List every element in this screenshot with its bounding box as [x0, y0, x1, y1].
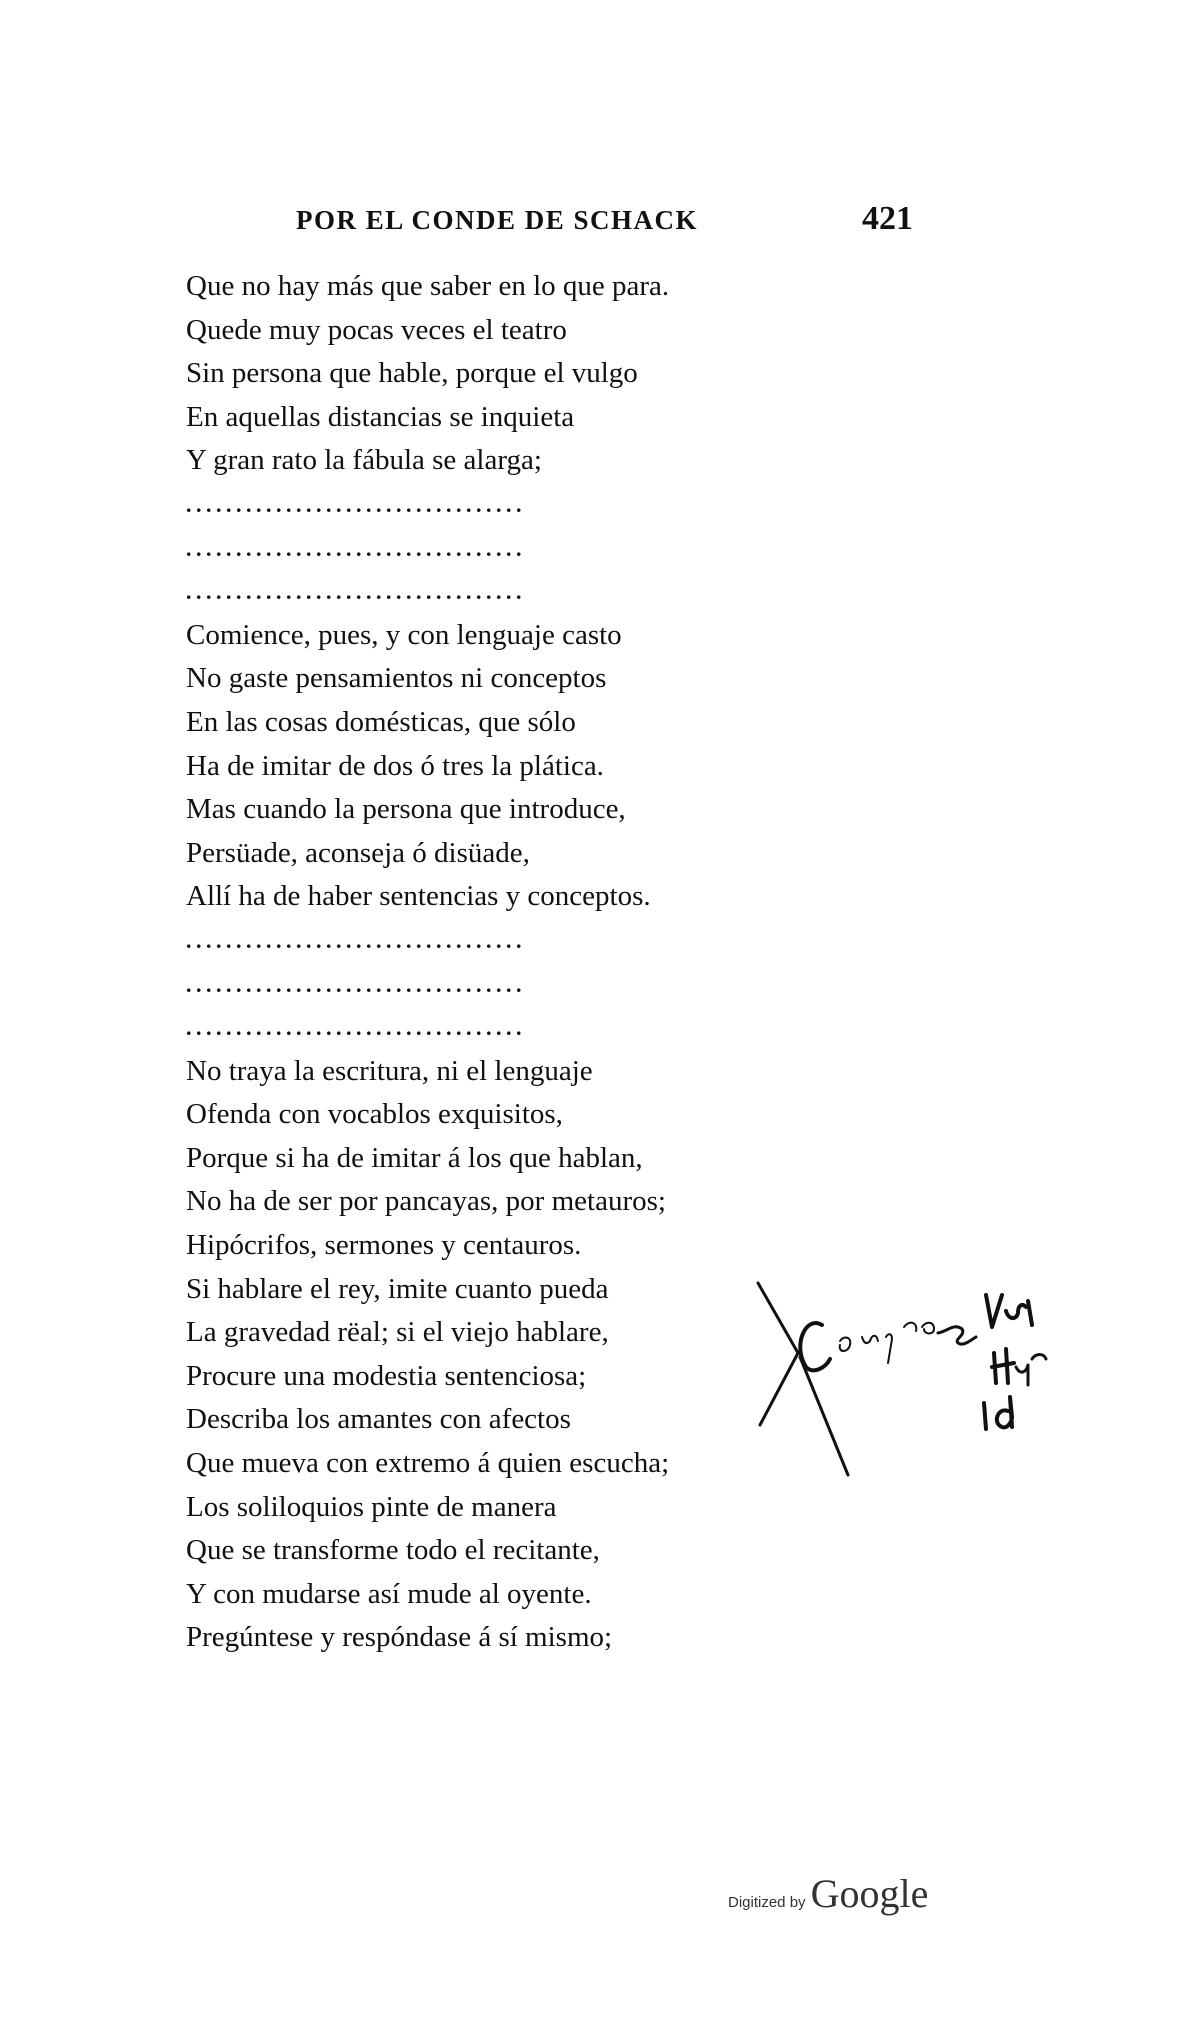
bracket-stroke	[800, 1357, 848, 1475]
verse-line: No gaste pensamientos ni conceptos	[186, 662, 607, 695]
digitized-label: Digitized by	[728, 1894, 806, 1911]
verse-line: Hipócrifos, sermones y centauros.	[186, 1229, 582, 1262]
ellipsis-line: ..................................	[186, 491, 526, 517]
google-logo: Google	[810, 1871, 929, 1916]
verse-line: No traya la escritura, ni el lenguaje	[186, 1054, 593, 1087]
verse-line: Que mueva con extremo á quien escucha;	[186, 1447, 670, 1480]
running-head: POR EL CONDE DE SCHACK	[296, 205, 699, 235]
ellipsis-line: ..................................	[186, 1015, 526, 1041]
verse-line: Los soliloquios pinte de manera	[186, 1490, 557, 1523]
digitized-footer	[728, 1870, 928, 1917]
verse-line: Que se transforme todo el recitante,	[186, 1534, 600, 1567]
poem-text	[186, 265, 826, 1660]
verse-line: La gravedad rëal; si el viejo hablare,	[186, 1316, 609, 1349]
verse-line: Quede muy pocas veces el teatro	[186, 313, 567, 346]
verse-line: Mas cuando la persona que introduce,	[186, 793, 626, 826]
verse-line: Comience, pues, y con lenguaje casto	[186, 618, 622, 651]
verse-line: En aquellas distancias se inquieta	[186, 400, 575, 433]
verse-line: Y con mudarse así mude al oyente.	[186, 1577, 592, 1610]
verse-line: Si hablare el rey, imite cuanto pueda	[186, 1272, 609, 1305]
ellipsis-line: ..................................	[186, 579, 526, 605]
verse-line: Procure una modestia sentenciosa;	[186, 1359, 587, 1392]
verse-line: Y gran rato la fábula se alarga;	[186, 444, 542, 477]
scribble-stroke	[800, 1323, 830, 1370]
verse-line: Ofenda con vocablos exquisitos,	[186, 1098, 563, 1131]
verse-line: Persüade, aconseja ó disüade,	[186, 836, 530, 869]
handwritten-marginal-note	[752, 1275, 1072, 1495]
ellipsis-line: ..................................	[186, 535, 526, 561]
verse-line: Sin persona que hable, porque el vulgo	[186, 357, 638, 390]
verse-line: Pregúntese y respóndase á sí mismo;	[186, 1621, 613, 1654]
verse-line: Que no hay más que saber en lo que para.	[186, 270, 670, 302]
verse-line: No ha de ser por pancayas, por metauros;	[186, 1185, 666, 1218]
ellipsis-line: ..................................	[186, 927, 526, 953]
verse-line: En las cosas domésticas, que sólo	[186, 705, 576, 738]
bracket-stroke	[758, 1283, 798, 1425]
verse-line: Allí ha de haber sentencias y conceptos.	[186, 880, 651, 913]
marginal-note-drawing	[752, 1275, 1072, 1495]
verse-line: Describa los amantes con afectos	[186, 1403, 571, 1436]
page-number: 421	[862, 200, 913, 237]
ellipsis-line: ..................................	[186, 971, 526, 997]
verse-line: Porque si ha de imitar á los que hablan,	[186, 1141, 643, 1174]
verse-line: Ha de imitar de dos ó tres la plática.	[186, 749, 604, 782]
